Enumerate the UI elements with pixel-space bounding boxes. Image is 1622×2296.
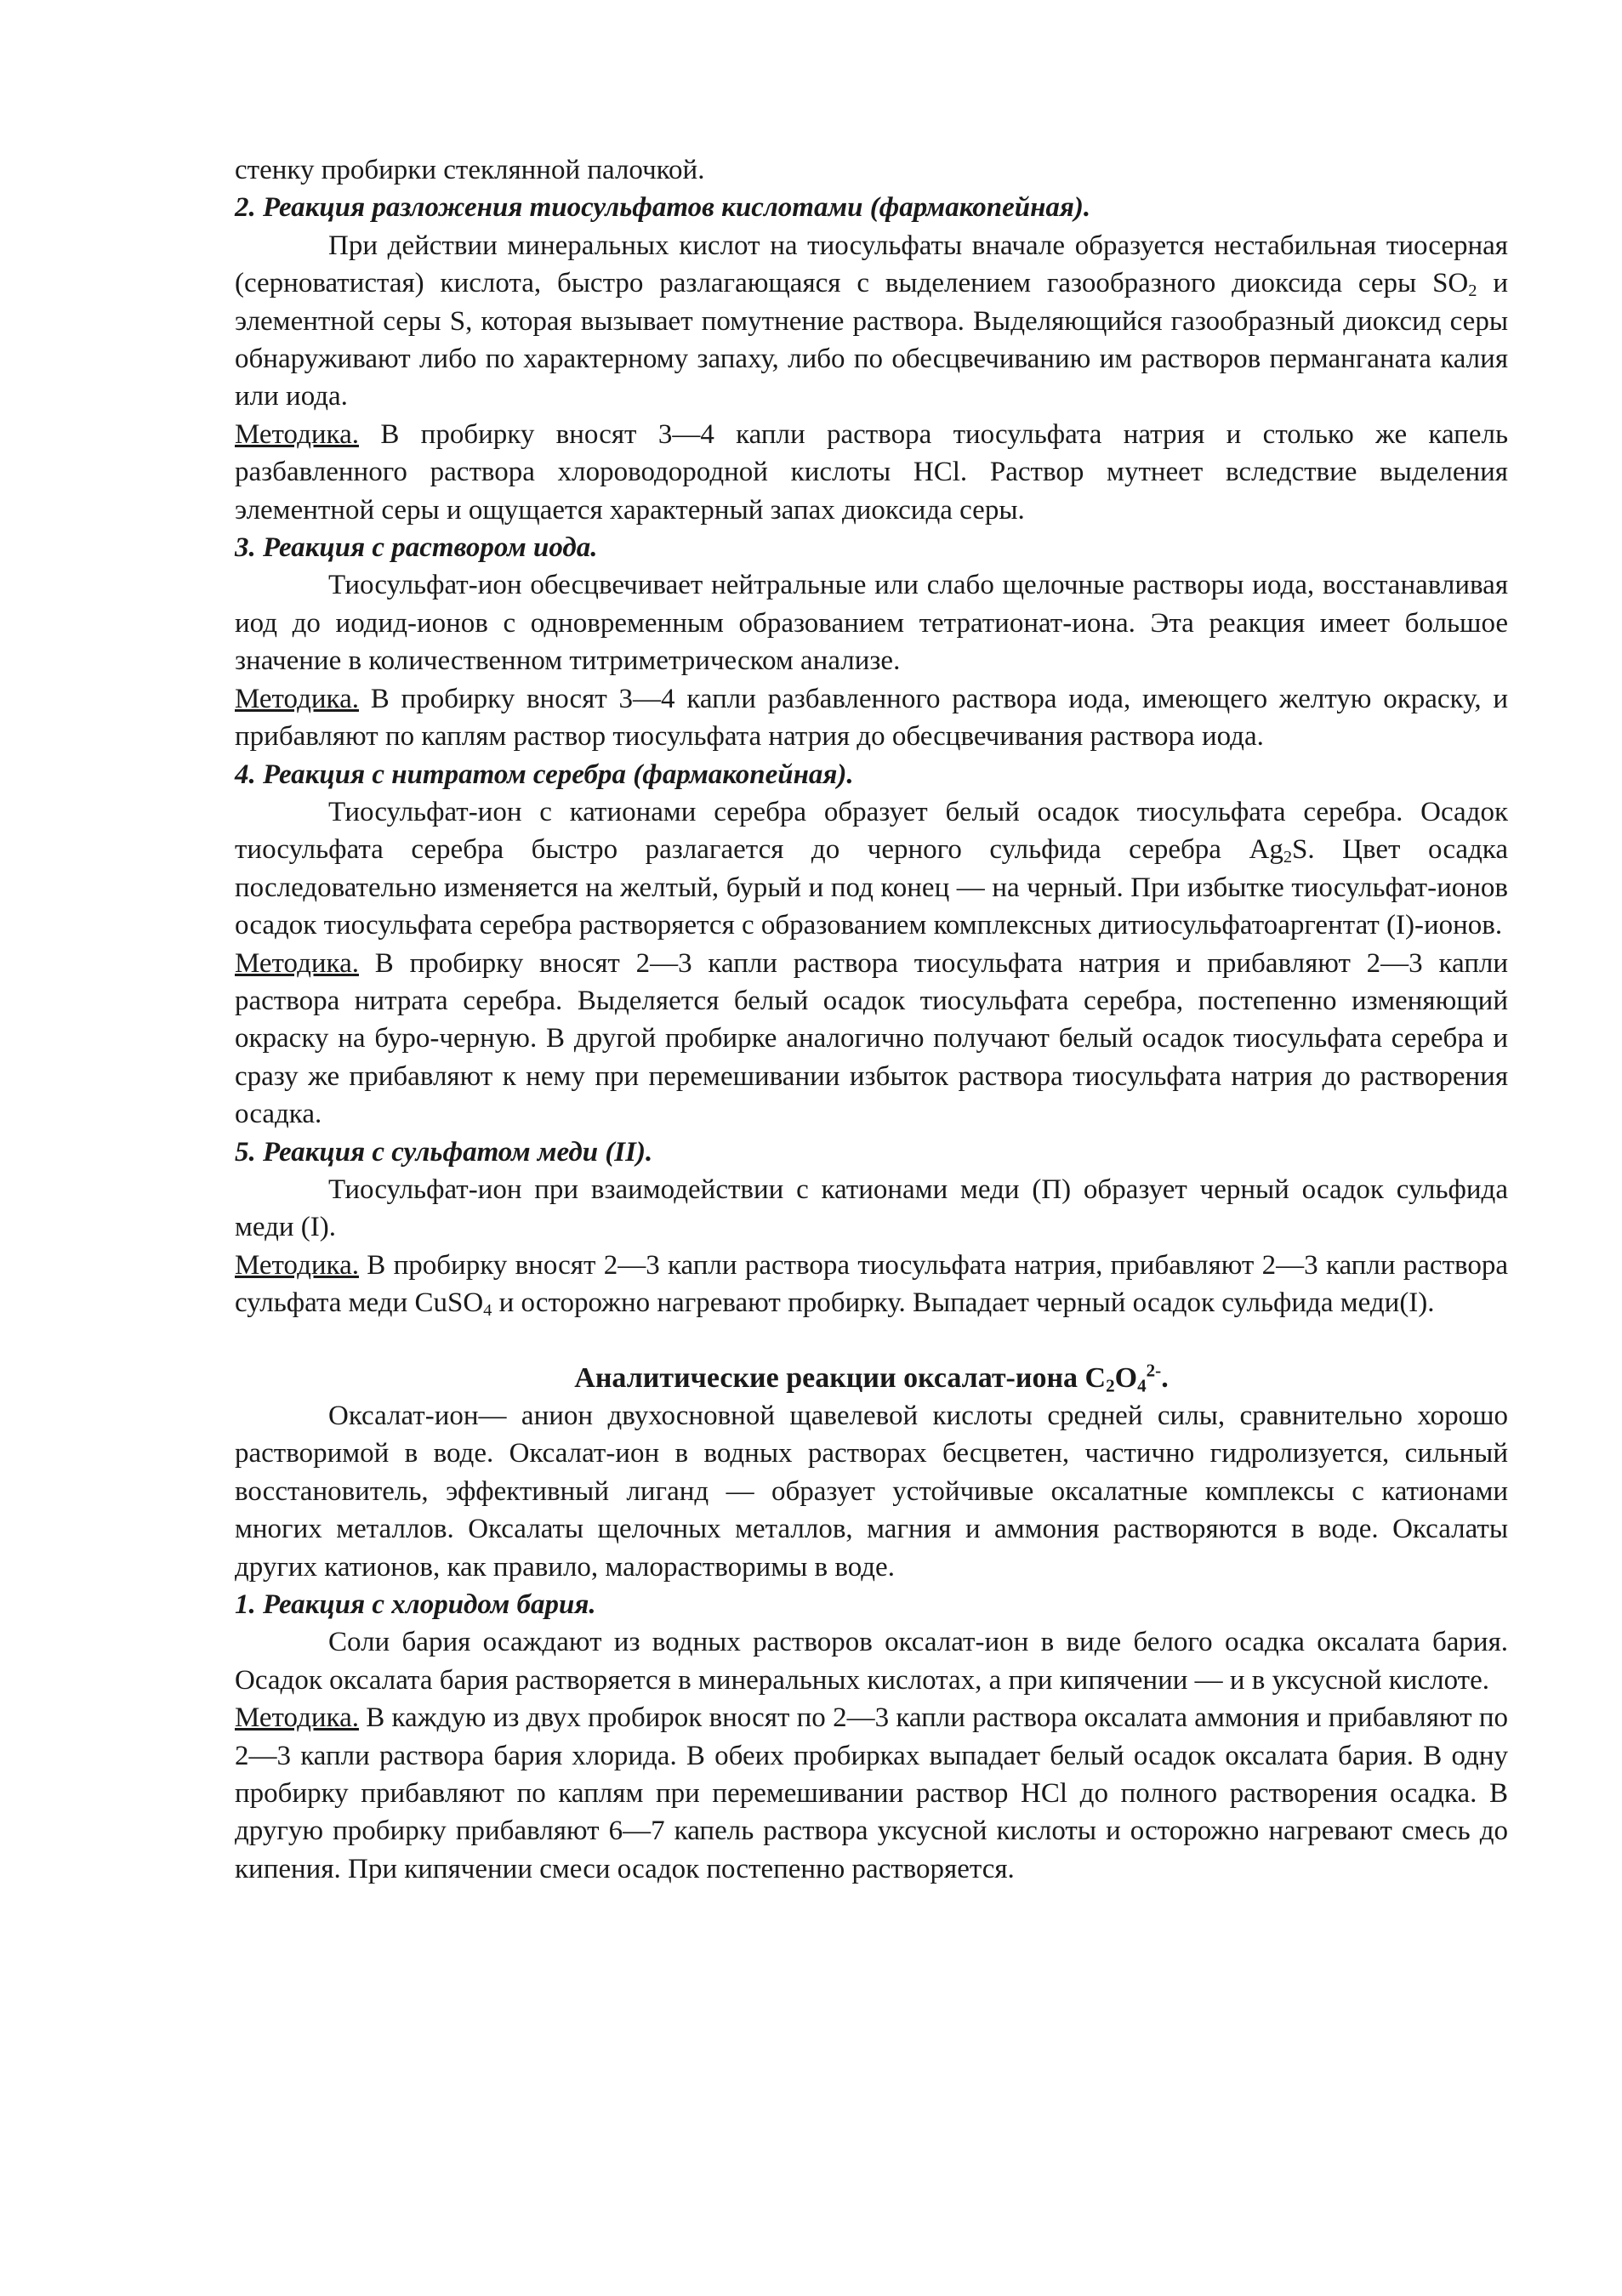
section-method-3: Методика. В пробирку вносят 3—4 капли разбавленного раствора иода, имеющего желтую окраску, и прибавляют по каплям раствор тиосульфата натрия до обесцвечивания раствора иода. [235,683,1508,753]
section-heading-5: 5. Реакция с сульфатом меди (II). [235,1136,653,1168]
section-method-4: Методика. В пробирку вносят 2—3 капли раствора тиосульфата натрия и прибавляют 2—3 капли раствора нитрата серебра. Выделяется белый осадок тиосульфата серебра, постепенно изменяющий окраску на буро-черную. В другой пробирке аналогично получают белый осадок тиосульфата серебра и сразу же прибавляют к нему при перемешивании избыток раствора тиосульфата натрия до растворения осадка. [235,947,1508,1130]
method-label: Методика. [235,1249,359,1281]
method-label: Методика. [235,418,359,450]
oxalate-section-method-1: Методика. В каждую из двух пробирок вносят по 2—3 капли раствора оксалата аммония и прибавляют по 2—3 капли раствора бария хлорида. В обеих пробирках выпадает белый осадок оксалата бария. В одну пробирку прибавляют по каплям при перемешивании раствор HCl до полного растворения осадка. В другую пробирку прибавляют 6—7 капель раствора уксусной кислоты и осторожно нагревают смесь до кипения. При кипячении смеси осадок постепенно растворяется. [235,1702,1508,1884]
section-body-2: При действии минеральных кислот на тиосульфаты вначале образуется нестабильная тиосерная (серноватистая) кислота, быстро разлагающаяся с выделением газообразного диоксида серы $SO_2$ и элементной серы S, которая вызывает помутнение раствора. Выделяющийся газообразный диоксид серы обнаруживают либо по характерному запаху, либо по обесцвечиванию им растворов перманганата калия или иода. [235,230,1508,412]
method-label: Методика. [235,683,359,714]
section-body-3: Тиосульфат-ион обесцвечивает нейтральные или слабо щелочные растворы иода, восстанавливая иод до иодид-ионов с одновременным образованием тетратионат-иона. Эта реакция имеет большое значение в количественном титриметрическом анализе. [235,570,1508,677]
method-label: Методика. [235,1702,359,1734]
document-page [235,151,1508,1888]
method-label: Методика. [235,947,359,979]
intro-continuation: стенку пробирки стеклянной палочкой. [235,155,705,185]
section-heading-4: 4. Реакция с нитратом серебра (фармакопейная). [235,759,854,790]
section-method-5: Методика. В пробирку вносят 2—3 капли раствора тиосульфата натрия, прибавляют 2—3 капли раствора сульфата меди CuSO$_4$ и осторожно нагревают пробирку. Выпадает черный осадок сульфида меди(I). [235,1249,1508,1321]
section-heading-2: 2. Реакция разложения тиосульфатов кислотами (фармакопейная). [235,192,1091,224]
oxalate-intro: Оксалат-ион— анион двухосновной щавелевой кислоты средней силы, сравнительно хорошо растворимой в воде. Оксалат-ион в водных растворах бесцветен, частично гидролизуется, сильный восстановитель, эффективный лиганд — образует устойчивые оксалатные комплексы с катионами многих металлов. Оксалаты щелочных металлов, магния и аммония растворяются в воде. Оксалаты других катионов, как правило, малорастворимы в воде. [235,1401,1508,1583]
section-body-4: Тиосульфат-ион с катионами серебра образует белый осадок тиосульфата серебра. Осадок тиосульфата серебра быстро разлагается до черного сульфида серебра $Ag_2S$. Цвет осадка последовательно изменяется на желтый, бурый и под конец — на черный. При избытке тиосульфат-ионов осадок тиосульфата серебра растворяется с образованием комплексных дитиосульфатоаргентат (I)-ионов. [235,796,1508,941]
oxalate-section-body-1: Соли бария осаждают из водных растворов оксалат-ион в виде белого осадка оксалата бария. Осадок оксалата бария растворяется в минеральных кислотах, а при кипячении — и в уксусной кислоте. [235,1627,1508,1696]
section-method-2: Методика. В пробирку вносят 3—4 капли раствора тиосульфата натрия и столько же капель разбавленного раствора хлороводородной кислоты HCl. Раствор мутнеет вследствие выделения элементной серы и ощущается характерный запах диоксида серы. [235,418,1508,526]
section-body-5: Тиосульфат-ион при взаимодействии с катионами меди (П) образует черный осадок сульфида меди (I). [235,1174,1508,1243]
oxalate-title: Аналитические реакции оксалат-иона $C_2O_4^{2-}$. [574,1359,1169,1395]
oxalate-section-heading-1: 1. Реакция с хлоридом бария. [235,1589,596,1621]
section-heading-3: 3. Реакция с раствором иода. [235,532,598,564]
